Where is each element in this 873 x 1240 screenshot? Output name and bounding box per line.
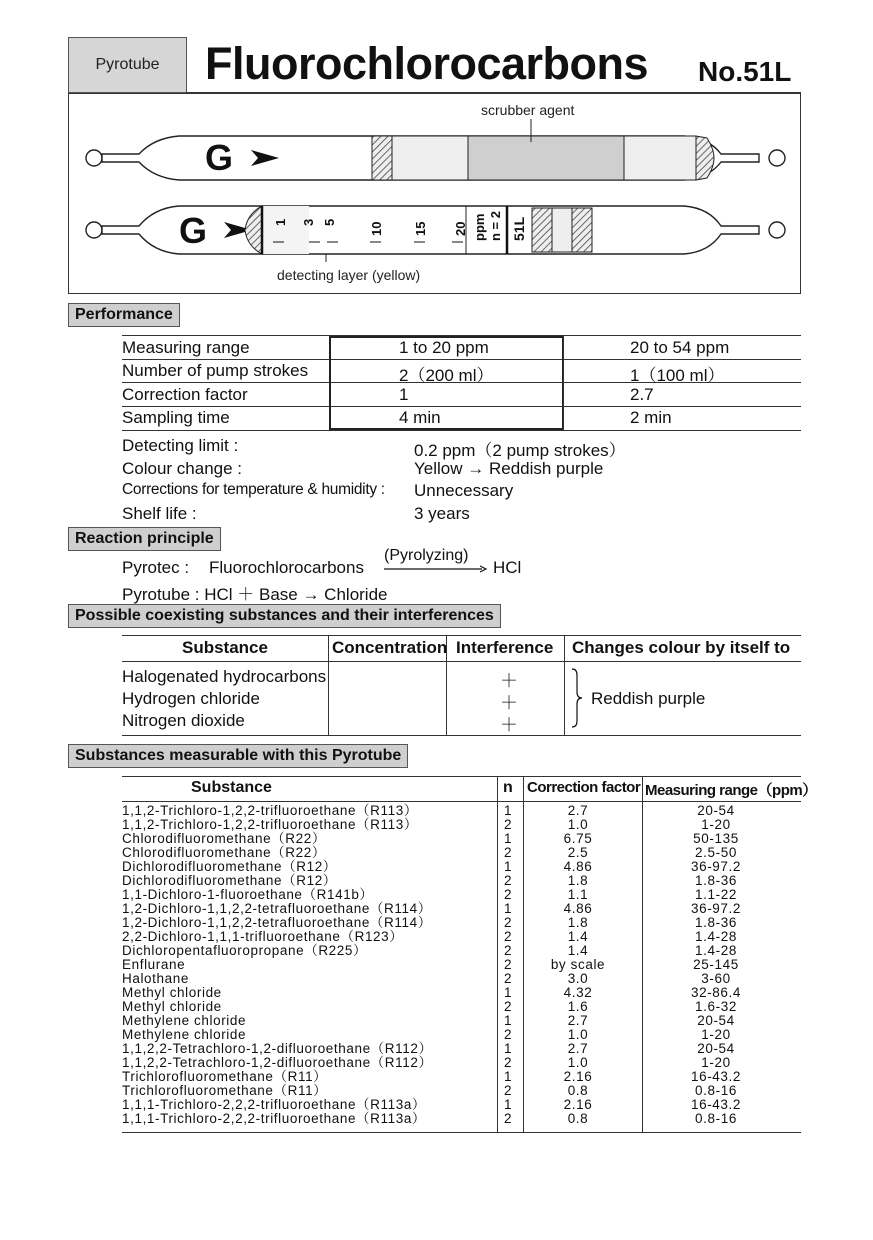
strokes-cell: 2 [504, 1111, 513, 1126]
strokes-cell: 2 [504, 1083, 513, 1098]
table-row [0, 1042, 873, 1056]
column-header: Concentration [332, 638, 448, 657]
measuring-range-cell: 1.6-32 [695, 999, 737, 1014]
strokes-cell: 2 [504, 1055, 513, 1070]
correction-factor-cell: 4.86 [563, 901, 593, 916]
measuring-range-cell: 1-20 [701, 1027, 731, 1042]
measuring-range-cell: 1-20 [701, 1055, 731, 1070]
correction-factor-cell: 1.1 [567, 887, 589, 902]
tube-code-label: 51L [511, 216, 527, 241]
strokes-cell: 1 [504, 901, 513, 916]
strokes-cell: 1 [504, 1069, 513, 1084]
correction-factor-cell: 1.8 [567, 915, 589, 930]
detail-value: 0.2 ppm（2 pump strokes） [414, 441, 626, 460]
detail-label: Colour change : [122, 459, 243, 478]
substance-cell: 1,1,2-Trichloro-1,2,2-trifluoroethane（R113） [122, 803, 418, 818]
performance-value: 1 [399, 385, 409, 404]
section-reaction: Reaction principle [68, 527, 221, 551]
table-row [0, 860, 873, 874]
correction-factor-cell: 2.16 [563, 1097, 593, 1112]
measuring-range-cell: 1.8-36 [695, 915, 737, 930]
table-row [0, 1084, 873, 1098]
performance-value: 20 to 54 ppm [630, 338, 730, 357]
correction-factor-cell: 4.86 [563, 859, 593, 874]
table-row [0, 874, 873, 888]
measuring-range-cell: 1.8-36 [695, 873, 737, 888]
substance-cell: 1,1,2-Trichloro-1,2,2-trifluoroethane（R113） [122, 817, 418, 832]
table-rule [328, 635, 329, 735]
substance-cell: Methylene chloride [122, 1027, 247, 1042]
scale-mark: 1 [273, 218, 288, 226]
tube-diagram [68, 93, 801, 294]
interference-mark: ＋ [500, 693, 518, 713]
measuring-range-cell: 1.4-28 [695, 943, 737, 958]
table-row [0, 1112, 873, 1126]
section-measurable: Substances measurable with this Pyrotube [68, 744, 408, 768]
reaction-condition: (Pyrolyzing) [384, 547, 469, 564]
strokes-cell: 1 [504, 1041, 513, 1056]
measuring-range-cell: 20-54 [697, 1041, 735, 1056]
g-logo: G [205, 137, 234, 178]
correction-factor-cell: 3.0 [567, 971, 589, 986]
correction-factor-cell: 1.4 [567, 929, 589, 944]
table-rule [122, 1132, 801, 1133]
substance-cell: Methyl chloride [122, 985, 222, 1000]
unit-label: ppm [472, 213, 487, 241]
strokes-cell: 1 [504, 831, 513, 846]
scale-mark: 5 [322, 218, 337, 226]
substance-cell: Dichloropentafluoropropane（R225） [122, 943, 368, 958]
interference-mark: ＋ [500, 715, 518, 735]
strokes-cell: 1 [504, 859, 513, 874]
table-row [0, 902, 873, 916]
strokes-cell: 2 [504, 971, 513, 986]
reaction-reactant: Fluorochlorocarbons [209, 558, 364, 577]
table-row [0, 846, 873, 860]
correction-factor-cell: 2.5 [567, 845, 589, 860]
brace-icon [570, 667, 584, 729]
model-number: No.51L [698, 56, 792, 87]
table-row [0, 958, 873, 972]
table-row [0, 804, 873, 818]
detecting-layer-label: detecting layer (yellow) [277, 267, 421, 283]
strokes-cell: 2 [504, 873, 513, 888]
measuring-range-cell: 16-43.2 [691, 1069, 741, 1084]
strokes-label: n = 2 [488, 211, 503, 241]
scale-mark: 3 [301, 218, 316, 226]
table-row [0, 986, 873, 1000]
correction-factor-cell: 1.6 [567, 999, 589, 1014]
correction-factor-cell: 1.0 [567, 1027, 589, 1042]
coexisting-substance: Nitrogen dioxide [122, 711, 245, 730]
detail-value: Unnecessary [414, 481, 514, 500]
measuring-range-cell: 32-86.4 [691, 985, 741, 1000]
performance-value: 4 min [399, 408, 441, 427]
reaction-prefix: Pyrotec : [122, 558, 190, 577]
performance-label: Number of pump strokes [122, 361, 309, 380]
strokes-cell: 2 [504, 999, 513, 1014]
column-header: Correction factor [527, 779, 641, 796]
substance-cell: 1,1,1-Trichloro-2,2,2-trifluoroethane（R113a） [122, 1111, 427, 1126]
detail-label: Corrections for temperature & humidity : [122, 481, 385, 498]
performance-value: 2（200 ml） [399, 366, 494, 385]
measuring-range-cell: 2.5-50 [695, 845, 737, 860]
unused-tube [86, 119, 785, 180]
substance-cell: 1,1,1-Trichloro-2,2,2-trifluoroethane（R113a） [122, 1097, 427, 1112]
strokes-cell: 1 [504, 1013, 513, 1028]
measuring-range-cell: 25-145 [693, 957, 739, 972]
substance-cell: Enflurane [122, 957, 186, 972]
strokes-cell: 2 [504, 957, 513, 972]
strokes-cell: 1 [504, 985, 513, 1000]
detail-value: Yellow → Reddish purple [414, 459, 604, 478]
correction-factor-cell: 2.7 [567, 1041, 589, 1056]
correction-factor-cell: 6.75 [563, 831, 593, 846]
column-header: Substance [191, 779, 272, 796]
column-header: Substance [182, 638, 268, 657]
coexisting-substance: Hydrogen chloride [122, 689, 260, 708]
strokes-cell: 2 [504, 887, 513, 902]
substance-cell: 1,1,2,2-Tetrachloro-1,2-difluoroethane（R112） [122, 1055, 433, 1070]
measuring-range-cell: 1.4-28 [695, 929, 737, 944]
substance-cell: Chlorodifluoromethane（R22） [122, 845, 326, 860]
measuring-range-cell: 0.8-16 [695, 1083, 737, 1098]
table-row [0, 1000, 873, 1014]
colour-change-value: Reddish purple [591, 689, 706, 708]
substance-cell: Chlorodifluoromethane（R22） [122, 831, 326, 846]
table-rule [122, 776, 801, 777]
measuring-range-cell: 36-97.2 [691, 859, 741, 874]
strokes-cell: 1 [504, 1097, 513, 1112]
coexisting-substance: Halogenated hydrocarbons [122, 667, 327, 686]
table-rule [122, 635, 801, 636]
column-header: Interference [456, 638, 554, 657]
table-row [0, 1056, 873, 1070]
performance-value: 2 min [630, 408, 672, 427]
substance-cell: Dichlorodifluoromethane（R12） [122, 873, 337, 888]
column-header: Changes colour by itself to [572, 638, 791, 657]
scrubber-label: scrubber agent [481, 102, 575, 118]
reaction-line-2: Pyrotube : HCl ＋ Base → Chloride [122, 585, 388, 604]
table-row [0, 1070, 873, 1084]
substance-cell: 1,1-Dichloro-1-fluoroethane（R141b） [122, 887, 374, 902]
strokes-cell: 2 [504, 845, 513, 860]
substance-cell: Methylene chloride [122, 1013, 247, 1028]
scale-mark: 15 [413, 221, 428, 236]
performance-value: 2.7 [630, 385, 654, 404]
table-row [0, 972, 873, 986]
substance-cell: 1,2-Dichloro-1,1,2,2-tetrafluoroethane（R114） [122, 915, 432, 930]
table-rule [122, 661, 801, 662]
measuring-range-cell: 3-60 [701, 971, 731, 986]
performance-label: Sampling time [122, 408, 230, 427]
correction-factor-cell: 1.0 [567, 1055, 589, 1070]
strokes-cell: 2 [504, 1027, 513, 1042]
substance-cell: 1,1,2,2-Tetrachloro-1,2-difluoroethane（R112） [122, 1041, 433, 1056]
detail-label: Shelf life : [122, 504, 197, 523]
table-rule [122, 430, 801, 431]
column-header: Measuring range（ppm） [645, 782, 817, 799]
substance-cell: Halothane [122, 971, 189, 986]
strokes-cell: 2 [504, 817, 513, 832]
measuring-range-cell: 1.1-22 [695, 887, 737, 902]
category-badge: Pyrotube [68, 37, 187, 93]
correction-factor-cell: 1.0 [567, 817, 589, 832]
measuring-range-cell: 20-54 [697, 803, 735, 818]
strokes-cell: 1 [504, 803, 513, 818]
correction-factor-cell: 0.8 [567, 1083, 589, 1098]
table-row [0, 1014, 873, 1028]
correction-factor-cell: 0.8 [567, 1111, 589, 1126]
page-title: Fluorochlorocarbons [205, 38, 649, 89]
table-row [0, 1028, 873, 1042]
correction-factor-cell: 1.4 [567, 943, 589, 958]
table-row [0, 916, 873, 930]
substance-cell: Trichlorofluoromethane（R11） [122, 1069, 328, 1084]
strokes-cell: 2 [504, 915, 513, 930]
section-coexisting: Possible coexisting substances and their interferences [68, 604, 501, 628]
table-rule [563, 336, 564, 430]
correction-factor-cell: 2.16 [563, 1069, 593, 1084]
correction-factor-cell: 2.7 [567, 1013, 589, 1028]
substance-cell: 1,2-Dichloro-1,1,2,2-tetrafluoroethane（R114） [122, 901, 432, 916]
interference-mark: ＋ [500, 671, 518, 691]
table-row [0, 888, 873, 902]
table-row [0, 1098, 873, 1112]
column-header: n [503, 779, 513, 796]
correction-factor-cell: 4.32 [563, 985, 593, 1000]
table-row [0, 944, 873, 958]
substance-cell: 2,2-Dichloro-1,1,1-trifluoroethane（R123） [122, 929, 404, 944]
strokes-cell: 2 [504, 943, 513, 958]
tube-illustration [69, 94, 802, 295]
table-rule [122, 801, 801, 802]
measuring-range-cell: 20-54 [697, 1013, 735, 1028]
scale-mark: 20 [453, 221, 468, 236]
performance-value: 1（100 ml） [630, 366, 725, 385]
performance-label: Measuring range [122, 338, 250, 357]
substance-cell: Trichlorofluoromethane（R11） [122, 1083, 328, 1098]
section-performance: Performance [68, 303, 180, 327]
measuring-range-cell: 50-135 [693, 831, 739, 846]
performance-label: Correction factor [122, 385, 248, 404]
correction-factor-cell: 2.7 [567, 803, 589, 818]
table-row [0, 832, 873, 846]
strokes-cell: 2 [504, 929, 513, 944]
substance-cell: Dichlorodifluoromethane（R12） [122, 859, 337, 874]
reaction-arrow [384, 565, 488, 573]
scale-mark: 10 [369, 221, 384, 236]
correction-factor-cell: 1.8 [567, 873, 589, 888]
table-row [0, 818, 873, 832]
exposed-tube [86, 206, 785, 262]
detail-value: 3 years [414, 504, 470, 523]
svg-text:G: G [179, 210, 208, 251]
measuring-range-cell: 0.8-16 [695, 1111, 737, 1126]
substance-cell: Methyl chloride [122, 999, 222, 1014]
performance-value: 1 to 20 ppm [399, 338, 489, 357]
table-rule [564, 635, 565, 735]
measuring-range-cell: 1-20 [701, 817, 731, 832]
correction-factor-cell: by scale [550, 957, 606, 972]
measuring-range-cell: 36-97.2 [691, 901, 741, 916]
reaction-product: HCl [493, 558, 522, 577]
table-row [0, 930, 873, 944]
detail-label: Detecting limit : [122, 436, 239, 455]
table-rule [122, 735, 801, 736]
measuring-range-cell: 16-43.2 [691, 1097, 741, 1112]
